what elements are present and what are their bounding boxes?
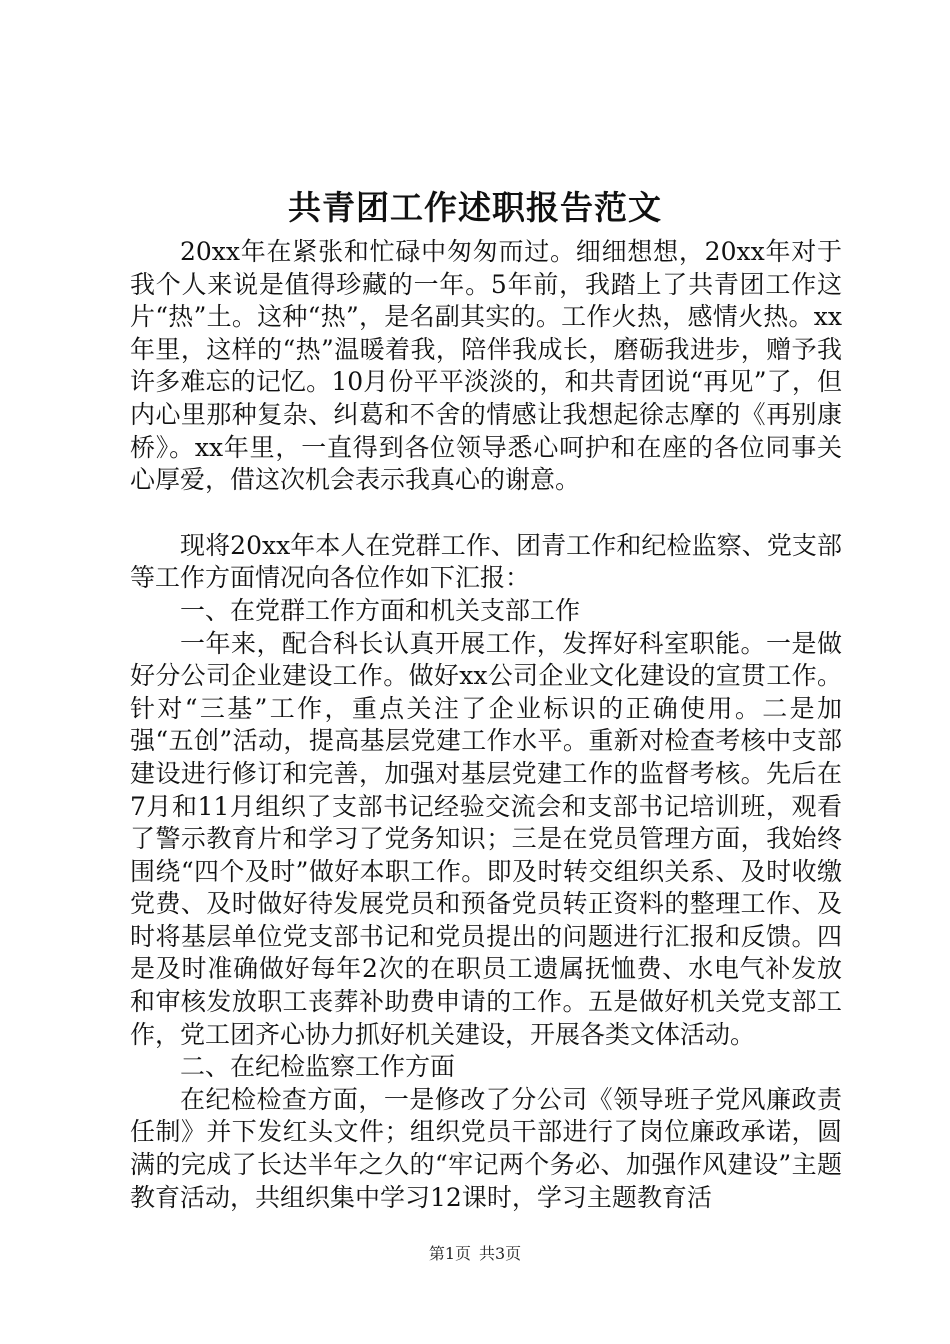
discipline-paragraph: 在纪检检查方面，一是修改了分公司《领导班子党风廉政责任制》并下发红头文件；组织党员干部进行了岗位廉政承诺，圆满的完成了长达半年之久的“牢记两个务必、加强作风建设”主题教育活动，共组织集中学习12课时，学习主题教育活 xyxy=(130,1084,842,1212)
document-title: 共青团工作述职报告范文 xyxy=(288,188,662,227)
page-footer xyxy=(0,1244,950,1264)
party-work-paragraph: 一年来，配合科长认真开展工作，发挥好科室职能。一是做好分公司企业建设工作。做好xx公司企业文化建设的宣贯工作。针对“三基”工作，重点关注了企业标识的正确使用。二是加强“五创”活动，提高基层党建工作水平。重新对检查考核中支部建设进行修订和完善，加强对基层党建工作的监督考核。先后在7月和11月组织了支部书记经验交流会和支部书记培训班，观看了警示教育片和学习了党务知识；三是在党员管理方面，我始终围绕“四个及时”做好本职工作。即及时转交组织关系、及时收缴党费、及时做好待发展党员和预备党员转正资料的整理工作、及时将基层单位党支部书记和党员提出的问题进行汇报和反馈。四是及时准确做好每年2次的在职员工遗属抚恤费、水电气补发放和审核发放职工丧葬补助费申请的工作。五是做好机关党支部工作，党工团齐心协力抓好机关建设，开展各类文体活动。 xyxy=(130,628,842,1049)
page-total: 共3页 xyxy=(479,1244,522,1263)
intro-paragraph: 20xx年在紧张和忙碌中匆匆而过。细细想想，20xx年对于我个人来说是值得珍藏的一年。5年前，我踏上了共青团工作这片“热”土。这种“热”，是名副其实的。工作火热，感情火热。xx年里，这样的“热”温暖着我，陪伴我成长，磨砺我进步，赠予我许多难忘的记忆。10月份平平淡淡的，和共青团说“再见”了，但内心里那种复杂、纠葛和不舍的情感让我想起徐志摩的《再别康桥》。xx年里，一直得到各位领导悉心呵护和在座的各位同事关心厚爱，借这次机会表示我真心的谢意。 xyxy=(130,237,842,495)
document-body xyxy=(130,236,842,1214)
section-heading-discipline: 二、在纪检监察工作方面 xyxy=(180,1052,456,1082)
report-intro-paragraph: 现将20xx年本人在党群工作、团青工作和纪检监察、党支部等工作方面情况向各位作如下汇报： xyxy=(130,530,842,593)
section-heading-party-work: 一、在党群工作方面和机关支部工作 xyxy=(180,595,581,625)
page-number: 第1页 xyxy=(428,1244,471,1263)
